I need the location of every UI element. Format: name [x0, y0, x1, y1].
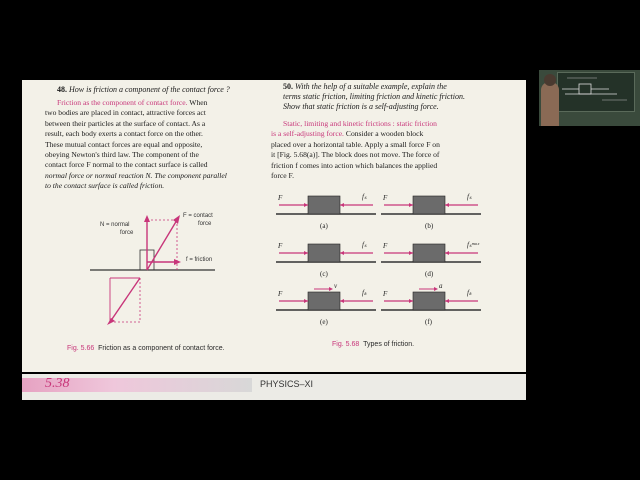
friction-label: f = friction	[186, 257, 213, 263]
wooden-block	[413, 292, 445, 310]
wooden-block	[308, 244, 340, 262]
question-line: Show that static friction is a self-adjusting force.	[283, 102, 439, 111]
question-48	[57, 85, 230, 95]
panel-drawing	[276, 190, 376, 220]
left-line: obeying Newton's third law. The component of the	[45, 150, 199, 160]
figure-number: Fig. 5.68	[332, 341, 360, 348]
webcam-video	[539, 70, 640, 126]
friction-arrowhead	[340, 203, 344, 207]
left-line: normal force or normal reaction N. The component parallel	[45, 170, 227, 180]
left-line: between their particles at the surface of contact. As a	[45, 118, 206, 128]
applied-arrowhead	[304, 299, 308, 303]
panel-label: (b)	[425, 222, 434, 230]
right-line: placed over a horizontal table. Apply a small force F on	[271, 139, 440, 149]
panel-drawing	[381, 286, 481, 316]
page-number: 5.38	[45, 376, 70, 391]
lower-diagonal-arrow	[110, 278, 140, 322]
right-heading-line2: is a self-adjusting force.	[271, 129, 344, 139]
friction-panel-d	[381, 238, 481, 284]
applied-arrowhead	[304, 203, 308, 207]
wooden-block	[308, 292, 340, 310]
applied-force-label: F	[278, 194, 283, 202]
motion-arrowhead	[434, 287, 438, 291]
friction-panel-b	[381, 190, 481, 236]
figure-caption: Friction as a component of contact force.	[98, 345, 225, 352]
left-line: two bodies are placed in contact, attractive forces act	[45, 108, 206, 118]
left-heading-tail: When	[189, 98, 208, 107]
left-line: contact force F normal to the contact surface is called	[45, 160, 208, 170]
right-line: friction f comes into action which balances the applied	[271, 160, 438, 170]
friction-force-label: fₖ	[362, 289, 367, 297]
lower-arrowhead	[107, 318, 115, 325]
friction-panel-f	[381, 282, 481, 332]
friction-arrowhead	[340, 251, 344, 255]
applied-arrowhead	[409, 251, 413, 255]
motion-label: v	[334, 282, 338, 290]
left-line: These mutual contact forces are equal and opposite,	[45, 139, 203, 149]
applied-arrowhead	[409, 203, 413, 207]
chalk-drawing	[557, 72, 633, 110]
panel-label: (c)	[320, 270, 328, 278]
friction-force-label: fₖ	[467, 289, 472, 297]
friction-force-label: fₛ	[467, 193, 472, 201]
panel-label: (f)	[425, 318, 432, 326]
left-paragraph	[45, 98, 260, 192]
applied-arrowhead	[409, 299, 413, 303]
question-line: With the help of a suitable example, explain the	[295, 82, 447, 91]
friction-force-label: fₛᵐᵃˣ	[467, 241, 480, 249]
friction-arrowhead	[340, 299, 344, 303]
motion-label: a	[439, 282, 443, 290]
panel-label: (d)	[425, 270, 434, 278]
applied-force-label: F	[383, 194, 388, 202]
fig-5-66-caption	[67, 345, 225, 352]
contact-arrowhead	[173, 215, 180, 224]
question-number: 50.	[283, 82, 293, 91]
normal-arrowhead	[144, 215, 150, 222]
left-line: result, each body exerts a contact force on the other.	[45, 129, 203, 139]
friction-panel-c	[276, 238, 376, 284]
friction-arrowhead	[445, 203, 449, 207]
right-heading-tail: Consider a wooden block	[345, 129, 424, 139]
friction-arrowhead	[174, 259, 181, 265]
friction-arrowhead	[445, 251, 449, 255]
right-paragraph	[271, 119, 493, 181]
right-line: it [Fig. 5.68(a)]. The block does not move. The force of	[271, 150, 440, 160]
normal-label-2: force	[120, 230, 134, 236]
applied-force-label: F	[383, 242, 388, 250]
friction-force-label: fₛ	[362, 193, 367, 201]
applied-force-label: F	[383, 290, 388, 298]
motion-arrowhead	[329, 287, 333, 291]
question-text: How is friction a component of the contact force ?	[69, 85, 230, 94]
question-line: terms static friction, limiting friction and kinetic friction.	[283, 92, 465, 101]
panel-label: (a)	[320, 222, 328, 230]
normal-label: N = normal	[100, 222, 130, 228]
book-title: PHYSICS–XI	[260, 379, 314, 389]
question-number: 48.	[57, 85, 67, 94]
friction-panel-e	[276, 282, 376, 332]
wooden-block	[413, 244, 445, 262]
wooden-block	[413, 196, 445, 214]
question-50	[283, 82, 493, 112]
right-line: force F.	[271, 171, 295, 181]
panel-drawing	[276, 286, 376, 316]
friction-force-label: fₛ	[362, 241, 367, 249]
figure-caption: Types of friction.	[363, 341, 415, 348]
wooden-block	[308, 196, 340, 214]
fig-5-68-caption	[332, 341, 414, 348]
teacher-figure	[541, 82, 559, 126]
contact-label-2: force	[198, 221, 212, 227]
panel-label: (e)	[320, 318, 328, 326]
panel-drawing	[381, 238, 481, 268]
right-heading-line1: Static, limiting and kinetic frictions : static friction	[283, 119, 437, 128]
panel-drawing	[276, 238, 376, 268]
left-heading: Friction as the component of contact force.	[57, 98, 188, 107]
applied-force-label: F	[278, 290, 283, 298]
panel-drawing	[381, 190, 481, 220]
applied-arrowhead	[304, 251, 308, 255]
contact-label: F = contact	[183, 213, 213, 219]
contact-force-diagram	[85, 210, 225, 330]
friction-panel-a	[276, 190, 376, 236]
friction-arrowhead	[445, 299, 449, 303]
figure-number: Fig. 5.66	[67, 345, 95, 352]
left-line: to the contact surface is called friction.	[45, 181, 165, 191]
teacher-head	[544, 74, 556, 86]
applied-force-label: F	[278, 242, 283, 250]
